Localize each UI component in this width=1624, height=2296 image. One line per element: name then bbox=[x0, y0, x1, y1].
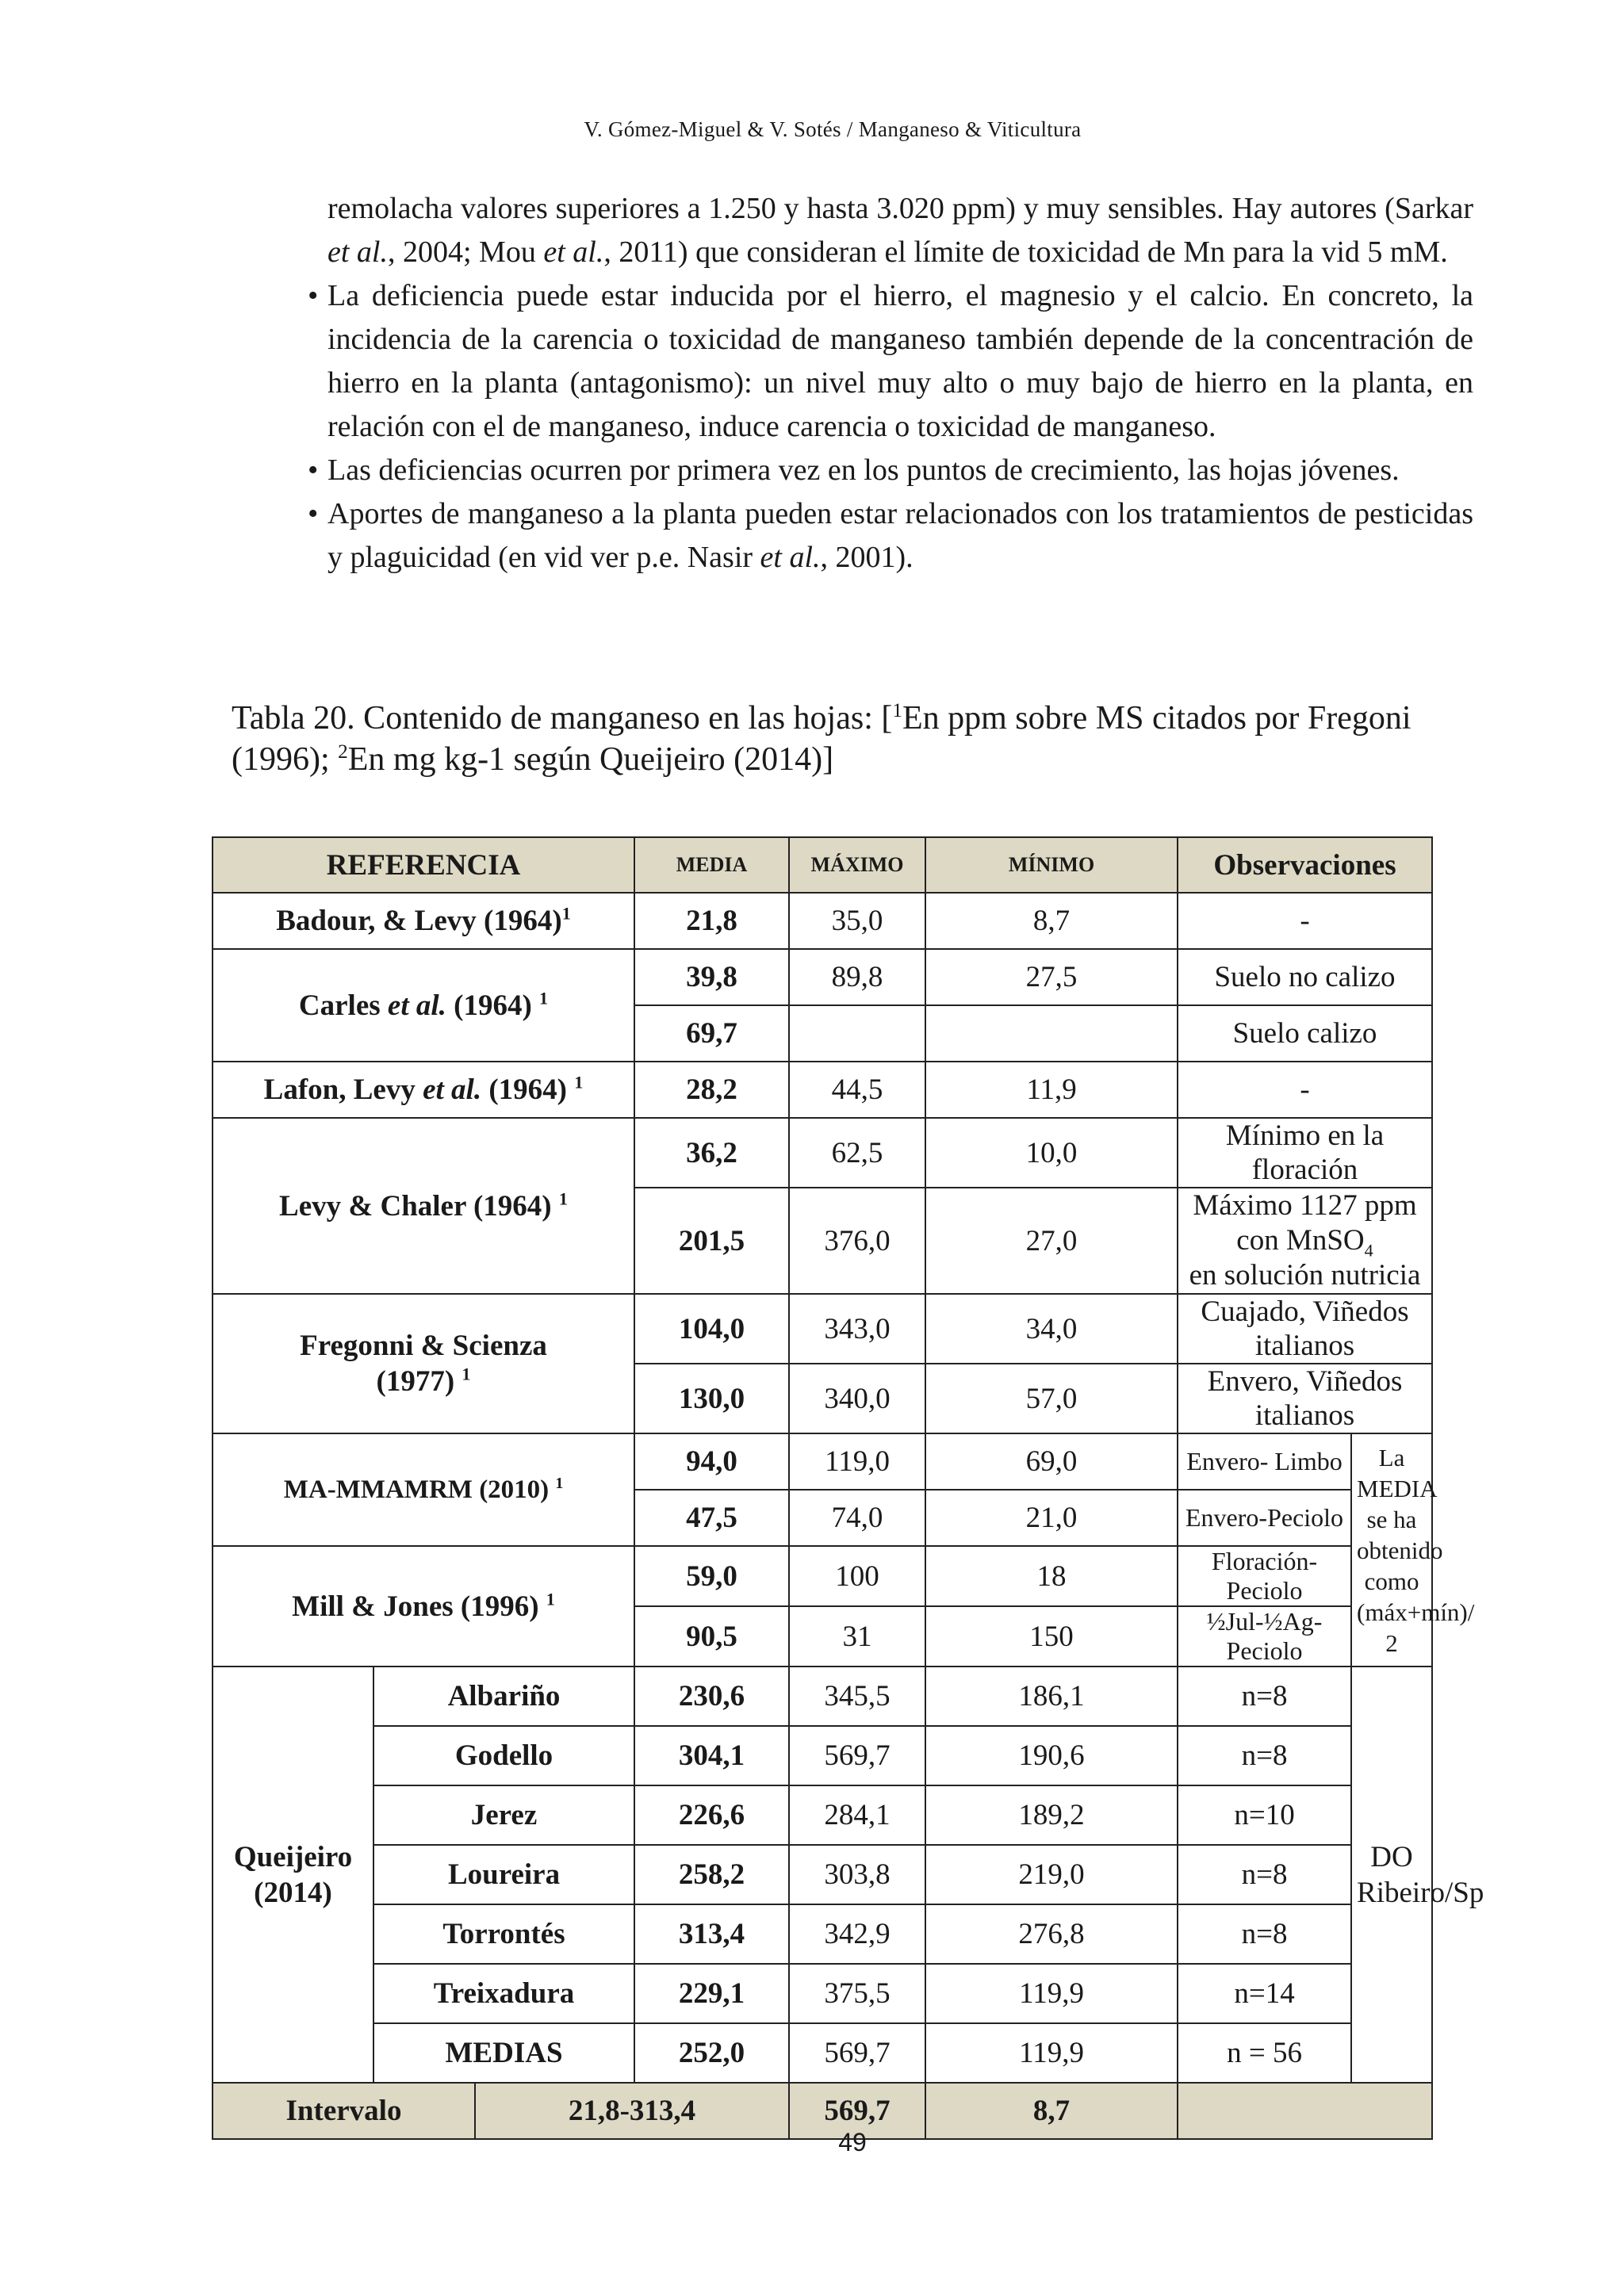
header-referencia: REFERENCIA bbox=[213, 837, 634, 893]
ref-text: Carles bbox=[298, 989, 388, 1022]
footnote-mark: 1 bbox=[546, 1589, 555, 1609]
italic-text: et al. bbox=[760, 541, 821, 574]
ref-cell bbox=[213, 1433, 634, 1546]
min-cell: 10,0 bbox=[925, 1118, 1178, 1188]
max-cell bbox=[789, 1005, 925, 1062]
intervalo-label: Intervalo bbox=[213, 2083, 475, 2139]
min-cell bbox=[925, 1005, 1178, 1062]
ref-text: Fregonni & Scienza bbox=[300, 1330, 547, 1362]
do-text: DO bbox=[1370, 1840, 1413, 1873]
max-cell: 62,5 bbox=[789, 1118, 925, 1188]
media-cell: 104,0 bbox=[634, 1294, 789, 1364]
obs-cell: Suelo no calizo bbox=[1178, 949, 1432, 1005]
obs-cell: ½Jul-½Ag-Peciolo bbox=[1178, 1606, 1351, 1667]
ref-text: MA-MMAMRM (2010) bbox=[283, 1475, 556, 1504]
italic-text: et al. bbox=[387, 989, 446, 1022]
media-cell: 69,7 bbox=[634, 1005, 789, 1062]
media-cell: 304,1 bbox=[634, 1726, 789, 1785]
table-row bbox=[213, 893, 1432, 949]
table-header-row bbox=[213, 837, 1432, 893]
footnote-mark: 1 bbox=[462, 1364, 471, 1384]
max-cell: 35,0 bbox=[789, 893, 925, 949]
ref-cell bbox=[213, 949, 634, 1062]
media-cell: 130,0 bbox=[634, 1364, 789, 1433]
table-row bbox=[213, 1546, 1432, 1606]
media-cell: 21,8 bbox=[634, 893, 789, 949]
caption-text: En ppm sobre MS citados por Fregoni (1996); bbox=[232, 700, 1411, 778]
table-row bbox=[213, 2023, 1432, 2083]
bullet-item bbox=[308, 492, 1473, 580]
variety-cell: Albariño bbox=[373, 1667, 634, 1726]
media-cell: 230,6 bbox=[634, 1667, 789, 1726]
min-cell: 27,0 bbox=[925, 1188, 1178, 1294]
max-cell: 31 bbox=[789, 1606, 925, 1667]
ref-text: Lafon, Levy bbox=[263, 1073, 423, 1106]
header-maximo: MÁXIMO bbox=[789, 837, 925, 893]
media-cell: 252,0 bbox=[634, 2023, 789, 2083]
caption-text: Tabla 20. Contenido de manganeso en las hojas: [ bbox=[232, 700, 893, 737]
table-row bbox=[213, 1294, 1432, 1364]
caption-text: En mg kg-1 según Queijeiro (2014)] bbox=[347, 741, 834, 778]
paragraph-continuation bbox=[308, 187, 1473, 274]
min-cell: 150 bbox=[925, 1606, 1178, 1667]
max-cell: 569,7 bbox=[789, 1726, 925, 1785]
min-cell: 69,0 bbox=[925, 1433, 1178, 1490]
variety-cell: MEDIAS bbox=[373, 2023, 634, 2083]
note-text: obtenido bbox=[1357, 1536, 1443, 1564]
subscript: 4 bbox=[1364, 1240, 1373, 1261]
note-text: como bbox=[1364, 1567, 1419, 1595]
note-text: La MEDIA bbox=[1357, 1443, 1438, 1502]
max-cell: 89,8 bbox=[789, 949, 925, 1005]
obs-cell: Floración-Peciolo bbox=[1178, 1546, 1351, 1606]
max-cell: 376,0 bbox=[789, 1188, 925, 1294]
intervalo-range: 21,8-313,4 bbox=[475, 2083, 789, 2139]
media-note-cell bbox=[1351, 1433, 1475, 1667]
manganese-table bbox=[212, 836, 1484, 2140]
media-cell: 39,8 bbox=[634, 949, 789, 1005]
obs-cell: Envero- Limbo bbox=[1178, 1433, 1351, 1490]
min-cell: 190,6 bbox=[925, 1726, 1178, 1785]
note-text: (máx+mín)/ bbox=[1357, 1598, 1475, 1626]
bullet-item bbox=[308, 449, 1473, 492]
min-cell: 57,0 bbox=[925, 1364, 1178, 1433]
ref-cell bbox=[213, 1118, 634, 1294]
do-cell bbox=[1351, 1667, 1484, 2083]
obs-cell: - bbox=[1178, 1062, 1432, 1118]
ref-text: (2014) bbox=[254, 1876, 332, 1909]
min-cell: 189,2 bbox=[925, 1785, 1178, 1845]
max-cell: 119,0 bbox=[789, 1433, 925, 1490]
variety-cell: Jerez bbox=[373, 1785, 634, 1845]
media-cell: 229,1 bbox=[634, 1964, 789, 2023]
ref-text: (1964) bbox=[446, 989, 540, 1022]
min-cell: 8,7 bbox=[925, 893, 1178, 949]
text-span: , 2011) que consideran el límite de toxicidad de Mn para la vid 5 mM. bbox=[603, 235, 1448, 269]
obs-cell: Envero, Viñedos italianos bbox=[1178, 1364, 1432, 1433]
table-row bbox=[213, 1964, 1432, 2023]
footnote-mark: 1 bbox=[561, 903, 571, 924]
media-cell: 201,5 bbox=[634, 1188, 789, 1294]
bullet-text: , 2001). bbox=[820, 541, 914, 574]
media-cell: 47,5 bbox=[634, 1490, 789, 1546]
header-observaciones: Observaciones bbox=[1178, 837, 1432, 893]
bullet-item bbox=[308, 274, 1473, 449]
obs-cell bbox=[1178, 1188, 1432, 1294]
n-cell: n=10 bbox=[1178, 1785, 1351, 1845]
min-cell: 34,0 bbox=[925, 1294, 1178, 1364]
text-span: , 2004; Mou bbox=[387, 235, 544, 269]
italic-text: et al. bbox=[327, 235, 388, 269]
ref-text: Queijeiro bbox=[233, 1840, 353, 1873]
min-cell: 119,9 bbox=[925, 1964, 1178, 2023]
table-row bbox=[213, 1433, 1432, 1490]
variety-cell: Torrontés bbox=[373, 1904, 634, 1964]
footnote-mark: 1 bbox=[892, 700, 902, 721]
header-media: MEDIA bbox=[634, 837, 789, 893]
do-text: Ribeiro/Sp bbox=[1357, 1876, 1484, 1909]
media-cell: 36,2 bbox=[634, 1118, 789, 1188]
max-cell: 340,0 bbox=[789, 1364, 925, 1433]
obs-cell: Mínimo en la floración bbox=[1178, 1118, 1432, 1188]
italic-text: et al. bbox=[543, 235, 604, 269]
obs-cell: Cuajado, Viñedos italianos bbox=[1178, 1294, 1432, 1364]
obs-cell: Envero-Peciolo bbox=[1178, 1490, 1351, 1546]
ref-cell bbox=[213, 893, 634, 949]
table-row bbox=[213, 1667, 1432, 1726]
n-cell: n=14 bbox=[1178, 1964, 1351, 2023]
ref-text: Mill & Jones (1996) bbox=[292, 1590, 546, 1623]
bullet-icon: • bbox=[308, 453, 319, 487]
variety-cell: Loureira bbox=[373, 1845, 634, 1904]
max-cell: 303,8 bbox=[789, 1845, 925, 1904]
media-cell: 226,6 bbox=[634, 1785, 789, 1845]
table-caption bbox=[232, 698, 1469, 780]
table-row bbox=[213, 1062, 1432, 1118]
bullet-icon: • bbox=[308, 279, 319, 312]
n-cell: n=8 bbox=[1178, 1904, 1351, 1964]
max-cell: 44,5 bbox=[789, 1062, 925, 1118]
n-cell: n=8 bbox=[1178, 1726, 1351, 1785]
running-header: V. Gómez-Miguel & V. Sotés / Manganeso & Viticultura bbox=[584, 117, 1082, 141]
min-cell: 21,0 bbox=[925, 1490, 1178, 1546]
ref-text: (1964) bbox=[481, 1073, 575, 1106]
footnote-mark: 1 bbox=[555, 1474, 564, 1492]
footnote-mark: 1 bbox=[539, 988, 549, 1008]
ref-cell bbox=[213, 1667, 373, 2083]
media-cell: 28,2 bbox=[634, 1062, 789, 1118]
obs-text: Máximo 1127 ppm con MnSO bbox=[1193, 1189, 1417, 1257]
obs-cell: - bbox=[1178, 893, 1432, 949]
intervalo-max: 569,7 bbox=[789, 2083, 925, 2139]
media-cell: 313,4 bbox=[634, 1904, 789, 1964]
ref-cell bbox=[213, 1062, 634, 1118]
n-cell: n = 56 bbox=[1178, 2023, 1351, 2083]
header-minimo: MÍNIMO bbox=[925, 837, 1178, 893]
obs-text: en solución nutricia bbox=[1189, 1259, 1421, 1292]
max-cell: 342,9 bbox=[789, 1904, 925, 1964]
min-cell: 11,9 bbox=[925, 1062, 1178, 1118]
n-cell: n=8 bbox=[1178, 1667, 1351, 1726]
max-cell: 284,1 bbox=[789, 1785, 925, 1845]
note-text: 2 bbox=[1385, 1628, 1398, 1657]
media-cell: 258,2 bbox=[634, 1845, 789, 1904]
table-row bbox=[213, 949, 1432, 1005]
max-cell: 100 bbox=[789, 1546, 925, 1606]
max-cell: 375,5 bbox=[789, 1964, 925, 2023]
variety-cell: Godello bbox=[373, 1726, 634, 1785]
table-row bbox=[213, 1785, 1432, 1845]
ref-cell bbox=[213, 1294, 634, 1433]
min-cell: 119,9 bbox=[925, 2023, 1178, 2083]
italic-text: et al. bbox=[423, 1073, 482, 1106]
ref-cell bbox=[213, 1546, 634, 1667]
table-row bbox=[213, 1118, 1432, 1188]
bullet-icon: • bbox=[308, 497, 319, 530]
max-cell: 345,5 bbox=[789, 1667, 925, 1726]
bullet-text: La deficiencia puede estar inducida por el hierro, el magnesio y el calcio. En concreto, la incidencia de la carencia o toxicidad de manganeso también depende de la concentración de hierro en la planta (antagonismo): un nivel muy alto o muy bajo de hierro en la planta, en relación con el de manganeso, induce carencia o toxicidad de manganeso. bbox=[327, 279, 1473, 443]
n-cell: n=8 bbox=[1178, 1845, 1351, 1904]
bullet-text: Aportes de manganeso a la planta pueden estar relacionados con los tratamientos de pesticidas y plaguicidad (en vid ver p.e. Nasir bbox=[327, 497, 1473, 574]
footnote-mark: 2 bbox=[338, 741, 348, 763]
variety-cell: Treixadura bbox=[373, 1964, 634, 2023]
max-cell: 569,7 bbox=[789, 2023, 925, 2083]
media-cell: 90,5 bbox=[634, 1606, 789, 1667]
media-cell: 59,0 bbox=[634, 1546, 789, 1606]
table-row bbox=[213, 1904, 1432, 1964]
table-row bbox=[213, 1726, 1432, 1785]
ref-text: (1977) bbox=[376, 1365, 462, 1398]
min-cell: 18 bbox=[925, 1546, 1178, 1606]
footnote-mark: 1 bbox=[558, 1188, 568, 1209]
min-cell: 276,8 bbox=[925, 1904, 1178, 1964]
body-text bbox=[308, 187, 1473, 580]
page-number: 49 bbox=[838, 2128, 867, 2156]
bullet-text: Las deficiencias ocurren por primera vez en los puntos de crecimiento, las hojas jóvenes. bbox=[327, 453, 1400, 487]
table-row bbox=[213, 1845, 1432, 1904]
min-cell: 219,0 bbox=[925, 1845, 1178, 1904]
text-span: remolacha valores superiores a 1.250 y hasta 3.020 ppm) y muy sensibles. Hay autores (Sarkar bbox=[327, 192, 1473, 225]
ref-text: Badour, & Levy (1964) bbox=[276, 905, 562, 937]
min-cell: 186,1 bbox=[925, 1667, 1178, 1726]
min-cell: 27,5 bbox=[925, 949, 1178, 1005]
ref-text: Levy & Chaler (1964) bbox=[279, 1189, 559, 1223]
obs-cell: Suelo calizo bbox=[1178, 1005, 1432, 1062]
media-cell: 94,0 bbox=[634, 1433, 789, 1490]
intervalo-min: 8,7 bbox=[925, 2083, 1178, 2139]
max-cell: 74,0 bbox=[789, 1490, 925, 1546]
max-cell: 343,0 bbox=[789, 1294, 925, 1364]
note-text: se ha bbox=[1366, 1505, 1417, 1533]
footnote-mark: 1 bbox=[574, 1072, 584, 1093]
